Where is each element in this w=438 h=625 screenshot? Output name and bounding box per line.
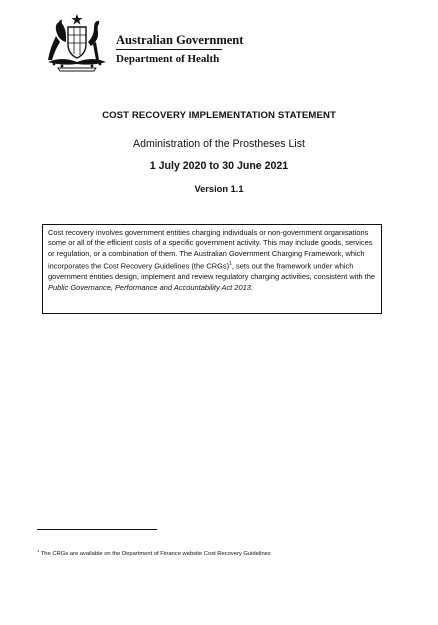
- department-name: Department of Health: [116, 53, 220, 65]
- footnote: [37, 547, 271, 558]
- org-name: Australian Government: [116, 33, 244, 47]
- footnote-reference[interactable]: 1: [229, 261, 232, 268]
- org-divider: [116, 49, 222, 50]
- document-subtitle: Administration of the Prostheses List: [133, 138, 305, 150]
- intro-box: [42, 224, 382, 314]
- footnote-marker: 1: [37, 548, 40, 553]
- intro-text-a: Cost recovery involves government entities charging individuals or non-government organisations some or all of the efficient costs of a specific government activity. This may include goods, services or regulation, or a combination of them. The Australian Government Charging Framework, which incorporates the Cost Recovery Guidelines (the CRGs): [48, 228, 373, 271]
- intro-text-end: .: [250, 282, 253, 292]
- government-logo-text: [116, 33, 243, 66]
- footnote-separator: [37, 529, 157, 530]
- intro-paragraph: [48, 228, 376, 293]
- footnote-text: The CRGs are available on the Department of Finance website Cost Recovery Guidelines: [39, 550, 271, 557]
- commonwealth-coat-of-arms-icon: [44, 12, 110, 72]
- document-title: COST RECOVERY IMPLEMENTATION STATEMENT: [102, 110, 336, 121]
- intro-text-b: , sets out the framework under which government entities design, implement and review regulatory charging activities, consistent with the: [48, 261, 376, 282]
- document-period: 1 July 2020 to 30 June 2021: [149, 160, 289, 172]
- act-name: Public Governance, Performance and Accountability Act 2013: [48, 282, 251, 292]
- document-version: Version 1.1: [194, 184, 244, 194]
